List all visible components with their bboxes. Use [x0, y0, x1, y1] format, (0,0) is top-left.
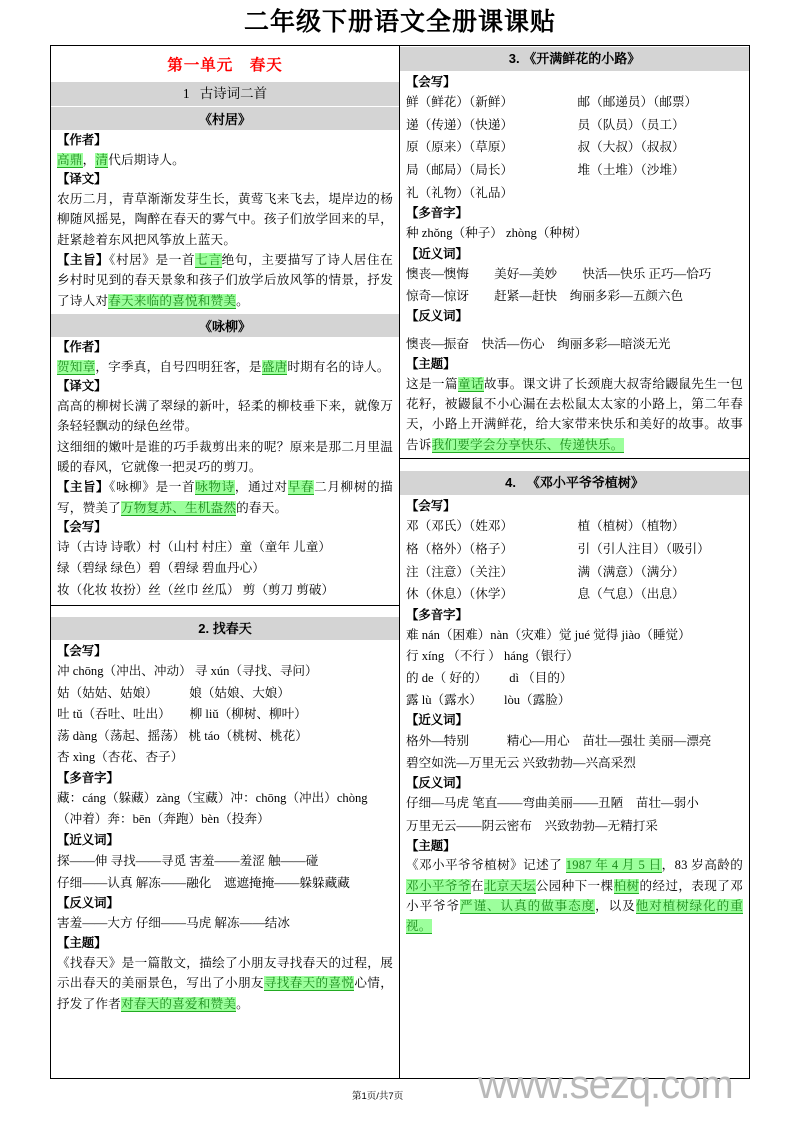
- lesson-1-write-row: 绿（碧绿 绿色）碧（碧绿 碧血丹心）: [57, 561, 265, 576]
- lesson-4-theme-place: 北京天坛: [483, 878, 536, 893]
- poem-2-author-name: 贺知章: [57, 359, 96, 374]
- content-table: [50, 45, 750, 1079]
- lesson-3-antonym-gap: [406, 326, 743, 333]
- lesson-4-body: [400, 496, 749, 940]
- lesson-3-write-cell: 原（原来）（草原）: [406, 140, 514, 155]
- poem-2-translation-line-1: 高高的柳树长满了翠绿的新叶，轻柔的柳枝垂下来，就像万条轻轻飘动的绿色丝带。: [57, 398, 393, 434]
- poem-1-gist-post: 。: [236, 293, 249, 308]
- lesson-2-polyphone-label: 【多音字】: [57, 771, 119, 786]
- lesson-2-body: [51, 641, 399, 1017]
- lesson-2-theme-label: 【主题】: [57, 936, 107, 951]
- poem-2-gist-post: 的春天。: [236, 500, 288, 515]
- lesson-1-write-row: 诗（古诗 诗歌）村（山村 村庄）童（童年 儿童）: [57, 539, 331, 554]
- lesson-3-block: [400, 46, 749, 458]
- lesson-2-antonym-row: 害羞——大方 仔细——马虎 解冻——结冰: [57, 916, 290, 931]
- lesson-4-polyphone-row: 的 de（ 好的） dì （目的）: [406, 670, 573, 685]
- lesson-2-title: 找春天: [212, 620, 252, 636]
- poem-2-gist-mid-2: 二月柳树的描写，赞美了: [57, 480, 393, 515]
- lesson-4-theme-mid-4: 的经过，表现了邓小平爷爷: [406, 878, 743, 913]
- lesson-2-antonym-label: 【反义词】: [57, 895, 119, 910]
- left-column: [51, 46, 400, 1078]
- poem-2-gist-keyword-3: 万物复苏、生机盎然: [120, 500, 237, 515]
- poem-2-body: [51, 337, 399, 605]
- lesson-4-theme-tree: 柏树: [613, 878, 640, 893]
- unit-title: 第一单元 春天: [167, 57, 283, 74]
- lesson-3-synonym-row: 惊奇—惊讶 赶紧—赶快 绚丽多彩—五颜六色: [406, 289, 684, 304]
- lesson-2-theme-text: [57, 953, 393, 1014]
- lesson-3-write-cell: 邮（邮递员）（邮票）: [577, 95, 698, 110]
- lesson-4-write-cell: 注（注意）（关注）: [406, 564, 514, 579]
- lesson-2-synonym-row: 仔细——认真 解冻——融化 遮遮掩掩——躲躲藏藏: [57, 875, 350, 890]
- lesson-2-synonym-row: 探——伸 寻找——寻觅 害羞——羞涩 触——碰: [57, 853, 319, 868]
- lesson-3-title: 《开满鲜花的小路》: [523, 51, 641, 66]
- poem-2-author-mid: ，字季真，自号四明狂客，是: [95, 359, 262, 374]
- lesson-2-write-row: 荡 dàng（荡起、摇荡） 桃 táo（桃树、桃花）: [57, 728, 308, 743]
- lesson-4-title: 《邓小平爷爷植树》: [526, 475, 644, 491]
- lesson-4-header: [400, 470, 749, 496]
- lesson-3-theme-mid: 故事。课文讲了长颈鹿大叔寄给鼹鼠先生一包花籽，被鼹鼠不小心漏在去松鼠太太家的小路上，第二年春天，小路上开满鲜花，给大家带来快乐和美好的故事。故事告诉: [406, 376, 743, 452]
- poem-1-translation-text: 农历二月，青草渐渐发芽生长，黄莺飞来飞去，堤岸边的杨柳随风摇晃，陶醉在春天的雾气中。孩子们放学回来的早，赶紧趁着东风把风筝放上蓝天。: [57, 191, 393, 247]
- lesson-3-write-cell: 递（传递）（快递）: [406, 117, 514, 132]
- poem-2-author-dynasty: 盛唐: [261, 359, 288, 374]
- lesson-3-write-cell: 局（邮局）（局长）: [406, 163, 514, 178]
- lesson-4-polyphone-row: 露 lù（露水） lòu（露脸）: [406, 692, 571, 707]
- lesson-1-header: [51, 81, 399, 107]
- lesson-3-synonym-label: 【近义词】: [406, 246, 468, 261]
- poem-2-translation-label: 【译文】: [57, 379, 107, 394]
- poem-1-gist: [57, 250, 393, 311]
- poem-1-author-dynasty: 清: [95, 152, 109, 167]
- poem-1-gist-keyword-2: 春天来临的喜悦和赞美: [108, 293, 237, 308]
- lesson-3-synonym-row: 懊丧—懊悔 美好—美妙 快活—快乐 正巧—恰巧: [406, 267, 712, 282]
- page-number: 第1页/共7页: [352, 1091, 404, 1102]
- lesson-2-synonym-label: 【近义词】: [57, 833, 119, 848]
- lesson-4-theme-pre: 《邓小平爷爷植树》记述了: [406, 858, 566, 873]
- lesson-4-theme-label: 【主题】: [406, 838, 456, 853]
- lesson-3-polyphone-row: 种 zhǒng（种子） zhòng（种树）: [406, 226, 588, 241]
- lesson-4-write-cell: 满（满意）（满分）: [577, 564, 685, 579]
- lesson-4-theme-person: 邓小平爷爷: [406, 878, 471, 893]
- lesson-4-write-cell: 引（引人注目）（吸引）: [577, 542, 710, 556]
- lesson-3-write-cell: 礼（礼物）（礼品）: [406, 185, 514, 200]
- lesson-3-antonym-row: 懊丧—振奋 快活—伤心 绚丽多彩—暗淡无光: [406, 336, 671, 351]
- lesson-1-write-label: 【会写】: [57, 520, 107, 535]
- lesson-3-theme-pre: 这是一篇: [406, 376, 458, 391]
- lesson-3-theme-text: [406, 374, 743, 456]
- lesson-4-theme-text: [406, 855, 743, 937]
- lesson-4-theme-mid: ，83 岁高龄的: [661, 858, 744, 873]
- lesson-4-synonym-row: 碧空如洗—万里无云 兴致勃勃—兴高采烈: [406, 755, 636, 770]
- poem-2-gist-keyword-1: 咏物诗: [195, 480, 235, 495]
- lesson-4-polyphone-row: 行 xíng （不行 ） háng（银行）: [406, 649, 579, 664]
- poem-1-body: [51, 130, 399, 314]
- lesson-3-theme-label: 【主题】: [406, 357, 456, 372]
- lesson-2-spacer: [51, 606, 399, 616]
- lesson-4-synonym-label: 【近义词】: [406, 713, 468, 728]
- lesson-3-polyphone-label: 【多音字】: [406, 206, 468, 221]
- lesson-4-spacer: [400, 459, 749, 470]
- lesson-4-theme-value: 他对植树绿化的重视。: [406, 898, 743, 934]
- lesson-4-write-cell: 休（休息）（休学）: [406, 587, 514, 602]
- lesson-3-write-grid: [406, 91, 743, 204]
- lesson-4-theme-mid-5: ，以及: [595, 898, 636, 913]
- poem-1-author-tail: 代后期诗人。: [108, 152, 185, 167]
- poem-2-author-tail: 时期有名的诗人。: [287, 359, 390, 374]
- lesson-3-antonym-label: 【反义词】: [406, 309, 468, 324]
- lesson-1-write-row: 妆（化妆 妆扮）丝（丝巾 丝瓜） 剪（剪刀 剪破）: [57, 583, 335, 598]
- lesson-4-theme-mid-2: 在: [470, 878, 484, 893]
- lesson-4-block: [400, 458, 749, 1078]
- lesson-3-number: 3.: [508, 51, 520, 66]
- poem-2-gist-pre: 《咏柳》是一首: [109, 480, 196, 495]
- poem-2-translation-line-2: 这细细的嫩叶是谁的巧手裁剪出来的呢？原来是那二月里温暖的春风，它就像一把灵巧的剪刀。: [57, 439, 393, 474]
- poem-1-title: 《村居》: [51, 107, 399, 130]
- lesson-2-header: [51, 616, 399, 642]
- lesson-3-write-label: 【会写】: [406, 74, 456, 89]
- lesson-2-theme-keyword-1: 寻找春天的喜悦: [263, 976, 355, 991]
- lesson-2-theme-pre: 《找春天》是一篇散文，描绘了小朋友寻找春天的过程，展示出春天的美丽景色，写出了小朋友: [57, 955, 393, 991]
- lesson-4-antonym-label: 【反义词】: [406, 775, 468, 790]
- lesson-4-synonym-row: 格外—特别 精心—用心 苗壮—强壮 美丽—漂亮: [406, 733, 712, 748]
- lesson-3-write-cell: [578, 182, 744, 205]
- right-column: [400, 46, 749, 1078]
- poem-1-gist-keyword-1: 七言: [195, 253, 222, 267]
- lesson-4-write-cell: 格（格外）（格子）: [406, 542, 514, 556]
- lesson-4-write-grid: [406, 515, 743, 606]
- lesson-4-write-cell: 邓（邓氏）（姓邓）: [406, 519, 514, 534]
- lesson-2-write-row: 姑（姑姑、姑娘） 娘（姑娘、大娘）: [57, 685, 290, 700]
- lesson-2-theme-post: 。: [236, 996, 249, 1011]
- lesson-4-theme-date: 1987 年 4 月 5 日: [565, 858, 662, 873]
- lesson-1-number: 1: [182, 86, 190, 101]
- lesson-4-antonym-row: 万里无云——阴云密布 兴致勃勃—无精打采: [406, 818, 658, 833]
- lesson-2-number: 2.: [198, 620, 210, 636]
- lesson-4-write-cell: 息（气息）（出息）: [577, 587, 685, 602]
- lesson-3-theme-keyword-1: 童话: [457, 376, 484, 391]
- lesson-4-theme-attitude: 严谨、认真的做事态度: [460, 898, 596, 913]
- watermark-text: www.sezq.com: [478, 1063, 733, 1107]
- lesson-2-write-row: 杏 xìng（杏花、杏子）: [57, 750, 184, 765]
- poem-2-author-text: [57, 357, 393, 377]
- poem-2-gist-label: 【主旨】: [57, 480, 110, 495]
- poem-1-gist-pre: 《村居》是一首: [109, 253, 196, 267]
- lesson-3-write-cell: 叔（大叔）（叔叔）: [577, 140, 685, 155]
- page-title: 二年级下册语文全册课课贴: [243, 9, 556, 36]
- lesson-2-polyphone-row: 藏：cáng（躲藏）zàng（宝藏）冲：chōng（冲出）chòng: [57, 790, 368, 805]
- lesson-4-write-label: 【会写】: [406, 498, 456, 513]
- lesson-4-polyphone-row: 难 nán（困难）nàn（灾难）觉 jué 觉得 jiào（睡觉）: [406, 627, 691, 642]
- lesson-2-write-row: 冲 chōng（冲出、冲动） 寻 xún（寻找、寻问）: [57, 663, 318, 678]
- lesson-2-block: [51, 605, 399, 1078]
- lesson-3-body: [400, 72, 749, 459]
- lesson-2-polyphone-row: （冲着）奔：bēn（奔跑）bèn（投奔）: [57, 812, 270, 827]
- poem-1-author-label: 【作者】: [57, 133, 107, 148]
- poem-1-author-name: 高鼎: [57, 152, 83, 167]
- lesson-1-title: 古诗词二首: [199, 86, 268, 101]
- lesson-2-write-row: 吐 tǔ（吞吐、吐出） 柳 liǔ（柳树、柳叶）: [57, 707, 307, 722]
- lesson-4-theme-mid-3: 公园种下一棵: [535, 878, 614, 893]
- poem-1-author-sep: ，: [82, 152, 96, 167]
- poem-1-translation-label: 【译文】: [57, 172, 107, 187]
- lesson-2-write-label: 【会写】: [57, 644, 107, 659]
- lesson-3-header: [400, 46, 749, 72]
- lesson-3-theme-keyword-2: 我们要学会分享快乐、传递快乐。: [431, 437, 624, 452]
- poem-2-gist-keyword-2: 早春: [287, 480, 315, 495]
- poem-1-author-text: [57, 150, 393, 170]
- poem-1-gist-label: 【主旨】: [57, 253, 110, 267]
- poem-2-author-label: 【作者】: [57, 340, 107, 355]
- lesson-4-write-cell: 植（植树）（植物）: [577, 519, 685, 534]
- poem-2-gist: [57, 477, 393, 518]
- poem-1-gist-mid: 绝句，主要描写了诗人居住在乡村时见到的春天景象和孩子们放学后放风筝的情景，抒发了诗人对: [57, 253, 394, 308]
- lesson-4-number: 4.: [505, 475, 516, 491]
- lesson-2-theme-keyword-2: 对春天的喜爱和赞美: [120, 996, 237, 1011]
- poem-2-gist-mid: ，通过对: [234, 480, 288, 495]
- lesson-4-polyphone-label: 【多音字】: [406, 607, 468, 622]
- lesson-2-theme-mid: 心情，抒发了作者: [57, 976, 393, 1011]
- poem-2-title: 《咏柳》: [51, 314, 399, 337]
- lesson-1-block: [51, 46, 399, 605]
- lesson-3-write-cell: 鲜（鲜花）（新鲜）: [406, 95, 514, 110]
- lesson-4-antonym-row: 仔细—马虎 笔直——弯曲美丽——丑陋 苗壮—弱小: [406, 796, 699, 811]
- lesson-3-write-cell: 员（队员）（员工）: [577, 117, 685, 132]
- lesson-3-write-cell: 堆（土堆）（沙堆）: [577, 163, 685, 178]
